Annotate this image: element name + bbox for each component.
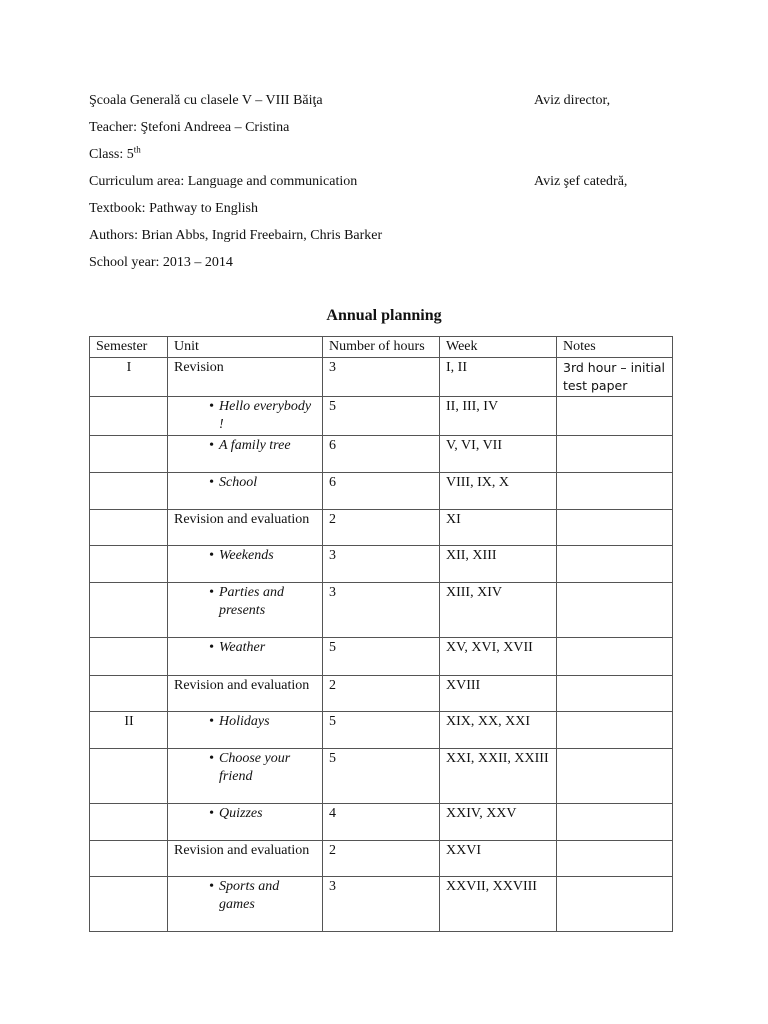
cell-notes bbox=[557, 675, 673, 711]
aviz-sef-catedra: Aviz şef catedră, bbox=[534, 174, 628, 189]
table-body bbox=[90, 357, 673, 931]
cell-hours: 6 bbox=[323, 435, 440, 472]
cell-week: V, VI, VII bbox=[440, 435, 557, 472]
unit-title: Quizzes bbox=[219, 805, 263, 821]
cell-unit bbox=[168, 472, 323, 509]
cell-hours: 3 bbox=[323, 357, 440, 396]
cell-hours: 3 bbox=[323, 545, 440, 582]
cell-notes bbox=[557, 509, 673, 545]
table-row bbox=[90, 748, 673, 803]
bulleted-unit bbox=[174, 878, 317, 915]
bulleted-unit bbox=[174, 639, 317, 658]
unit-title: Hello everybody ! bbox=[219, 398, 312, 432]
bullet-icon: • bbox=[209, 474, 214, 490]
cell-semester bbox=[90, 472, 168, 509]
table-row bbox=[90, 876, 673, 931]
teacher-name: Teacher: Ştefoni Andreea – Cristina bbox=[89, 120, 290, 135]
class-label: Class: 5 bbox=[89, 147, 134, 162]
cell-notes bbox=[557, 637, 673, 675]
cell-hours: 5 bbox=[323, 748, 440, 803]
table-header-row bbox=[90, 337, 673, 358]
bullet-icon: • bbox=[209, 584, 214, 600]
cell-unit bbox=[168, 582, 323, 637]
bullet-icon: • bbox=[209, 437, 214, 453]
header-semester: Semester bbox=[90, 337, 168, 358]
page-title: Annual planning bbox=[326, 307, 442, 324]
cell-unit bbox=[168, 637, 323, 675]
header-unit: Unit bbox=[168, 337, 323, 358]
cell-semester bbox=[90, 582, 168, 637]
cell-hours: 5 bbox=[323, 396, 440, 435]
cell-semester bbox=[90, 637, 168, 675]
authors: Authors: Brian Abbs, Ingrid Freebairn, Chris Barker bbox=[89, 228, 383, 243]
planning-table bbox=[89, 336, 673, 932]
cell-semester bbox=[90, 876, 168, 931]
header-line-school-year bbox=[89, 252, 689, 279]
class-superscript: th bbox=[133, 144, 141, 155]
cell-week: XXIV, XXV bbox=[440, 803, 557, 840]
table-row bbox=[90, 435, 673, 472]
table-row bbox=[90, 509, 673, 545]
cell-week: XIII, XIV bbox=[440, 582, 557, 637]
cell-unit: Revision bbox=[168, 357, 323, 396]
unit-title: Choose your friend bbox=[219, 750, 291, 784]
cell-week: XXVI bbox=[440, 840, 557, 876]
unit-title: A family tree bbox=[219, 437, 291, 453]
table-row bbox=[90, 396, 673, 435]
cell-hours: 4 bbox=[323, 803, 440, 840]
cell-hours: 3 bbox=[323, 876, 440, 931]
cell-unit: Revision and evaluation bbox=[168, 509, 323, 545]
table-row bbox=[90, 840, 673, 876]
school-name: Şcoala Generală cu clasele V – VIII Băiţa bbox=[89, 93, 323, 108]
table-row bbox=[90, 472, 673, 509]
document-header bbox=[89, 90, 689, 279]
cell-notes bbox=[557, 582, 673, 637]
unit-title: Parties and presents bbox=[219, 584, 284, 618]
header-line-curriculum bbox=[89, 171, 689, 198]
cell-semester bbox=[90, 675, 168, 711]
header-line-authors bbox=[89, 225, 689, 252]
cell-week: XXI, XXII, XXIII bbox=[440, 748, 557, 803]
cell-semester bbox=[90, 509, 168, 545]
cell-week: XIX, XX, XXI bbox=[440, 711, 557, 748]
cell-unit: Revision and evaluation bbox=[168, 840, 323, 876]
cell-week: XVIII bbox=[440, 675, 557, 711]
cell-semester bbox=[90, 803, 168, 840]
cell-semester bbox=[90, 435, 168, 472]
table-row bbox=[90, 803, 673, 840]
cell-notes bbox=[557, 435, 673, 472]
bullet-icon: • bbox=[209, 713, 214, 729]
school-year: School year: 2013 – 2014 bbox=[89, 255, 233, 270]
cell-hours: 5 bbox=[323, 637, 440, 675]
cell-unit bbox=[168, 435, 323, 472]
header-line-class bbox=[89, 144, 689, 171]
cell-hours: 2 bbox=[323, 509, 440, 545]
cell-unit bbox=[168, 803, 323, 840]
header-line-textbook bbox=[89, 198, 689, 225]
cell-unit bbox=[168, 876, 323, 931]
cell-week: XV, XVI, XVII bbox=[440, 637, 557, 675]
curriculum-area: Curriculum area: Language and communication bbox=[89, 174, 358, 189]
bulleted-unit bbox=[174, 398, 317, 435]
cell-notes bbox=[557, 840, 673, 876]
table-row bbox=[90, 545, 673, 582]
aviz-director: Aviz director, bbox=[534, 93, 611, 108]
cell-week: VIII, IX, X bbox=[440, 472, 557, 509]
textbook: Textbook: Pathway to English bbox=[89, 201, 258, 216]
bulleted-unit bbox=[174, 584, 317, 621]
cell-semester: I bbox=[90, 357, 168, 396]
unit-title: Weekends bbox=[219, 547, 274, 563]
cell-notes bbox=[557, 545, 673, 582]
cell-unit bbox=[168, 545, 323, 582]
bulleted-unit bbox=[174, 750, 317, 787]
cell-unit bbox=[168, 711, 323, 748]
cell-hours: 6 bbox=[323, 472, 440, 509]
table-row bbox=[90, 582, 673, 637]
cell-semester bbox=[90, 840, 168, 876]
cell-hours: 5 bbox=[323, 711, 440, 748]
unit-title: Weather bbox=[219, 639, 266, 655]
bulleted-unit bbox=[174, 547, 317, 566]
bulleted-unit bbox=[174, 713, 317, 732]
cell-semester: II bbox=[90, 711, 168, 748]
unit-title: School bbox=[219, 474, 258, 490]
table-row bbox=[90, 675, 673, 711]
cell-hours: 2 bbox=[323, 675, 440, 711]
bullet-icon: • bbox=[209, 547, 214, 563]
cell-week: XII, XIII bbox=[440, 545, 557, 582]
cell-unit bbox=[168, 748, 323, 803]
bullet-icon: • bbox=[209, 805, 214, 821]
class-info bbox=[89, 144, 141, 166]
table-row bbox=[90, 637, 673, 675]
header-line-teacher bbox=[89, 117, 689, 144]
cell-notes bbox=[557, 711, 673, 748]
header-week: Week bbox=[440, 337, 557, 358]
bullet-icon: • bbox=[209, 878, 214, 894]
cell-notes bbox=[557, 803, 673, 840]
header-line-school bbox=[89, 90, 689, 117]
cell-semester bbox=[90, 545, 168, 582]
bullet-icon: • bbox=[209, 398, 214, 414]
cell-week: I, II bbox=[440, 357, 557, 396]
cell-week: II, III, IV bbox=[440, 396, 557, 435]
unit-title: Sports and games bbox=[219, 878, 280, 912]
cell-unit bbox=[168, 396, 323, 435]
header-notes: Notes bbox=[557, 337, 673, 358]
cell-unit: Revision and evaluation bbox=[168, 675, 323, 711]
table-row bbox=[90, 357, 673, 396]
cell-semester bbox=[90, 396, 168, 435]
cell-week: XXVII, XXVIII bbox=[440, 876, 557, 931]
table-row bbox=[90, 711, 673, 748]
bulleted-unit bbox=[174, 474, 317, 493]
cell-notes bbox=[557, 472, 673, 509]
bulleted-unit bbox=[174, 437, 317, 456]
cell-notes bbox=[557, 876, 673, 931]
bulleted-unit bbox=[174, 805, 317, 824]
header-hours: Number of hours bbox=[323, 337, 440, 358]
bullet-icon: • bbox=[209, 750, 214, 766]
cell-notes: 3rd hour – initial test paper bbox=[557, 357, 673, 396]
cell-notes bbox=[557, 748, 673, 803]
cell-hours: 2 bbox=[323, 840, 440, 876]
cell-week: XI bbox=[440, 509, 557, 545]
cell-hours: 3 bbox=[323, 582, 440, 637]
unit-title: Holidays bbox=[219, 713, 270, 729]
bullet-icon: • bbox=[209, 639, 214, 655]
cell-notes bbox=[557, 396, 673, 435]
cell-semester bbox=[90, 748, 168, 803]
